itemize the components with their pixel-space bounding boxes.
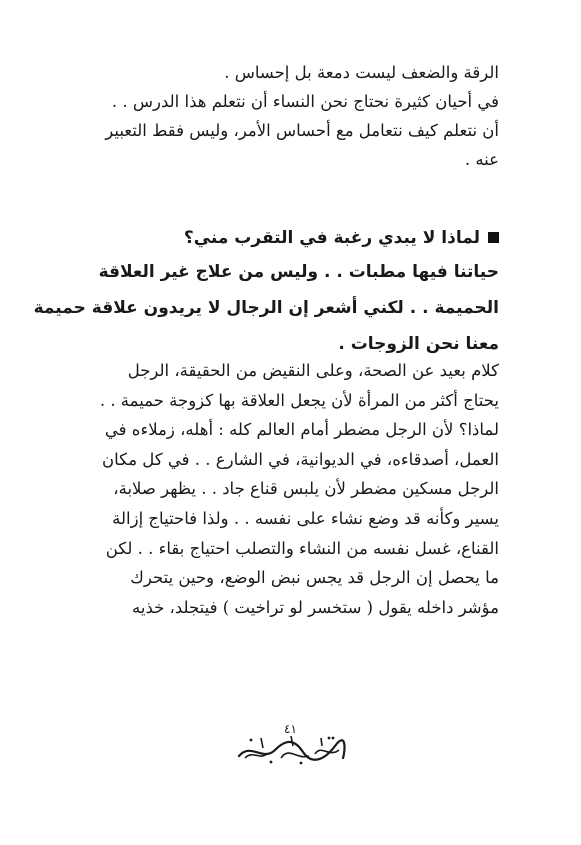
question-line: الحميمة . . لكني أشعر إن الرجال لا يريدون علاقة حميمة [33,298,499,318]
question-line: معنا نحن الزوجات . [338,334,499,354]
text-line: لماذا؟ لأن الرجل مضطر أمام العالم كله : أهله، زملاءه في [104,420,499,440]
text-line: الرجل مسكين مضطر لأن يلبس قناع جاد . . يظهر صلابة، [113,479,499,499]
square-bullet-icon [488,232,499,243]
text-line: يحتاج أكثر من المرأة لأن يجعل العلاقة بها كزوجة حميمة . . [99,390,499,410]
question-title-text: لماذا لا يبدي رغبة في التقرب مني؟ [183,228,480,248]
page-footer [0,722,581,766]
text-line: ما يحصل إن الرجل قد يجس نبض الوضع، وحين يتحرك [130,568,499,588]
text-line: عنه . [464,150,499,169]
text-line: يسير وكأنه قد وضع نشاء على نفسه . . ولذا فاحتياج إزالة [112,508,499,528]
text-line: كلام بعيد عن الصحة، وعلى النقيض من الحقيقة، الرجل [127,361,499,380]
question-title [82,224,499,254]
text-line: مؤشر داخله يقول ( ستخسر لو تراخيت ) فيتجلد، خذيه [132,597,499,617]
intro-paragraph [82,58,499,174]
question-line: حياتنا فيها مطبات . . وليس من علاج غير العلاقة [98,262,499,282]
text-line: في أحيان كثيرة نحتاج نحن النساء أن نتعلم هذا الدرس . . [111,92,499,111]
text-line: القناع، غسل نفسه من النشاء والتصلب احتياج بقاء . . لكن [105,538,499,558]
text-line: أن نتعلم كيف نتعامل مع أحساس الأمر، وليس فقط التعبير [105,121,499,140]
footer-ornament [231,722,351,766]
text-line: العمل، أصدقاءه، في الديوانية، في الشارع . . في كل مكان [101,449,499,469]
text-line: الرقة والضعف ليست دمعة بل إحساس . [224,63,499,82]
calligraphy-logo-icon [231,732,351,766]
page-number: ٤١ [284,722,297,736]
question-block [33,224,499,362]
answer-paragraph [82,356,499,622]
